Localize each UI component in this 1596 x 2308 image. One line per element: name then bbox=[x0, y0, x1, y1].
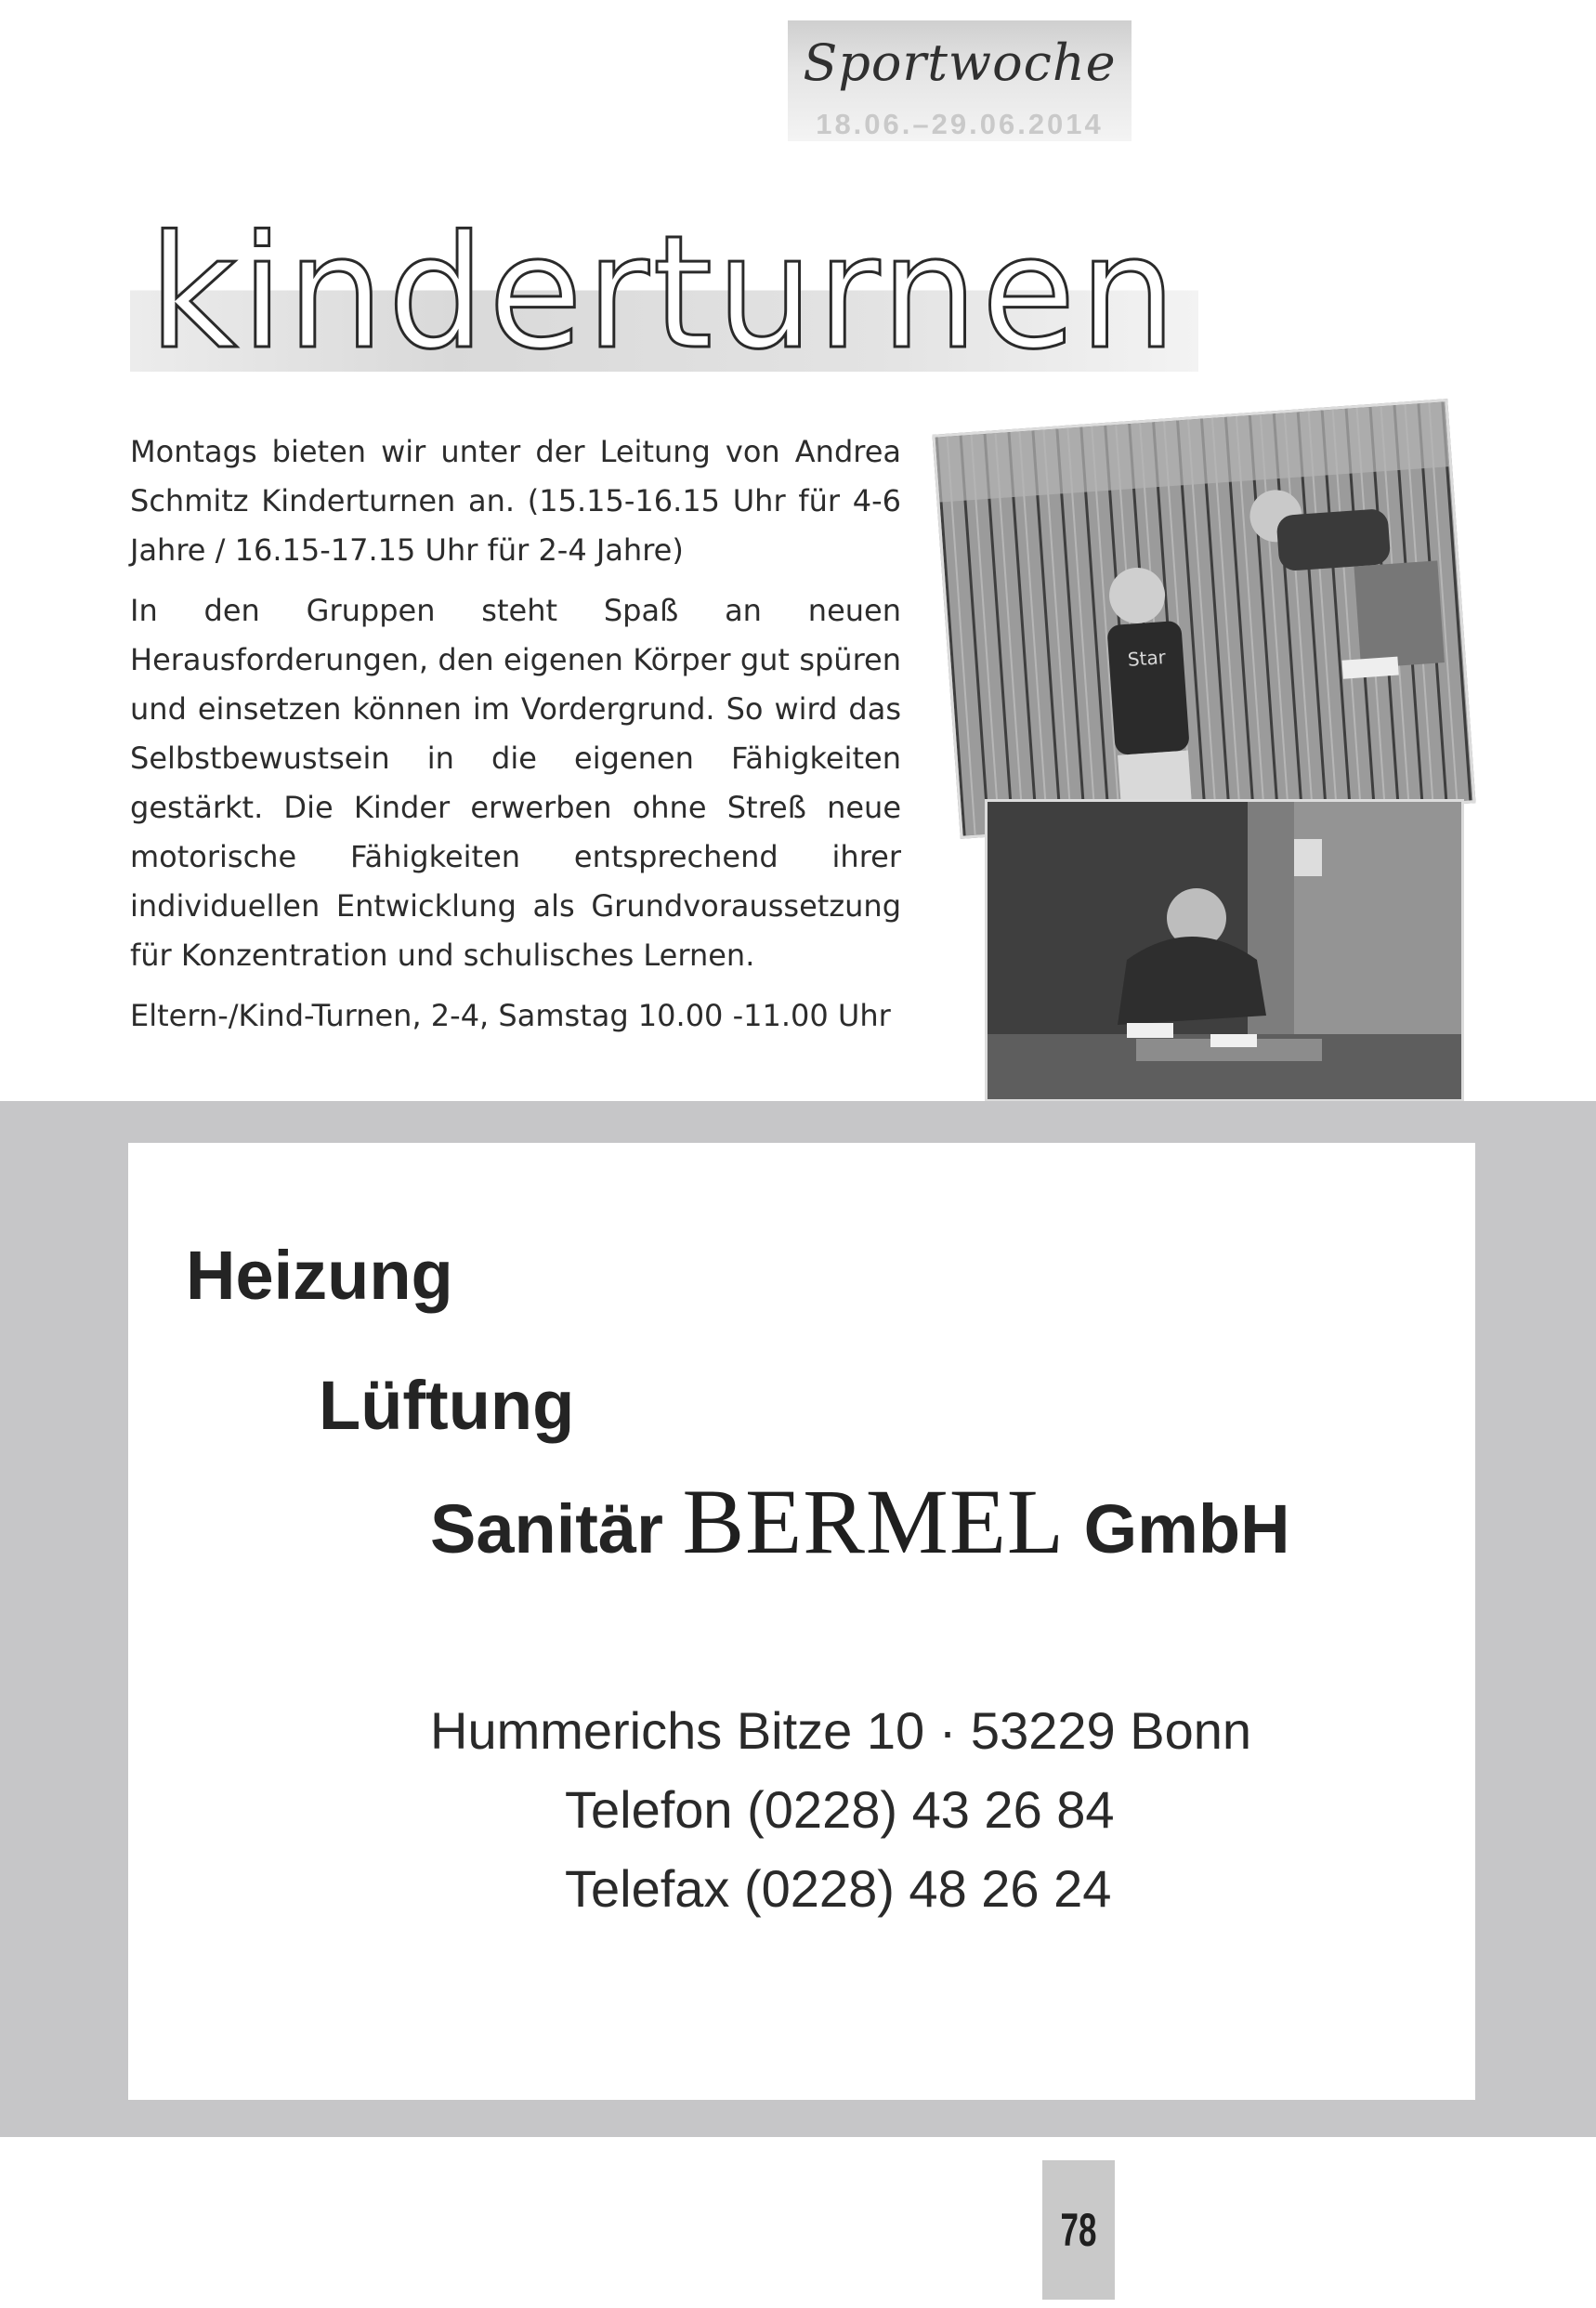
header-date: 18.06.–29.06.2014 bbox=[816, 108, 1104, 140]
photo-gym-instructor bbox=[932, 399, 1475, 839]
headline bbox=[130, 209, 1198, 372]
header-badge bbox=[788, 20, 1132, 141]
ad-gmbh: GmbH bbox=[1083, 1490, 1290, 1567]
ad-brand-name: BERMEL bbox=[682, 1470, 1066, 1573]
ad-heizung: Heizung bbox=[186, 1237, 453, 1314]
shirt-text: Star bbox=[1127, 646, 1167, 671]
article-paragraph-schedule: Montags bieten wir unter der Leitung von Andrea Schmitz Kinderturnen an. (15.15-16.15 Uhr für 4-6 Jahre / 16.15-17.15 Uhr für 2-4 Jahre) bbox=[130, 434, 901, 568]
article-paragraph-description: In den Gruppen steht Spaß an neuen Herausforderungen, den eigenen Körper gut spüren und einsetzen können im Vordergrund. So wird das Selbstbewustsein in die eigenen Fähigkeiten gestärkt. Die Kinder erwerben ohne Streß neue motorische Fähigkeiten entsprechend ihrer individuellen Entwicklung als Grundvoraussetzung für Konzentration und schulisches Lernen. bbox=[130, 593, 901, 973]
photo-child-crawling-image bbox=[988, 802, 1461, 1099]
photo-gym-instructor-image bbox=[935, 401, 1473, 835]
ad-panel bbox=[128, 1143, 1475, 2100]
ad-phone: Telefon (0228) 43 26 84 bbox=[565, 1780, 1115, 1839]
ad-lueftung: Lüftung bbox=[319, 1367, 575, 1444]
photo-child-crawling bbox=[985, 799, 1464, 1102]
headline-text: kinderturnen bbox=[149, 209, 1180, 372]
page-number: 78 bbox=[1060, 2204, 1097, 2256]
photo-collage bbox=[929, 409, 1468, 1101]
header-title: Sportwoche bbox=[803, 33, 1117, 92]
ad-address: Hummerichs Bitze 10 · 53229 Bonn bbox=[430, 1701, 1251, 1760]
headline-block bbox=[130, 209, 1198, 372]
article bbox=[130, 427, 901, 1052]
ad-company-line bbox=[430, 1468, 1290, 1575]
ad-fax: Telefax (0228) 48 26 24 bbox=[565, 1859, 1112, 1918]
article-paragraph-parent-child: Eltern-/Kind-Turnen, 2-4, Samstag 10.00 -11.00 Uhr bbox=[130, 998, 891, 1033]
ad-sanitaer: Sanitär bbox=[430, 1490, 663, 1567]
page-number-box bbox=[1042, 2160, 1115, 2300]
